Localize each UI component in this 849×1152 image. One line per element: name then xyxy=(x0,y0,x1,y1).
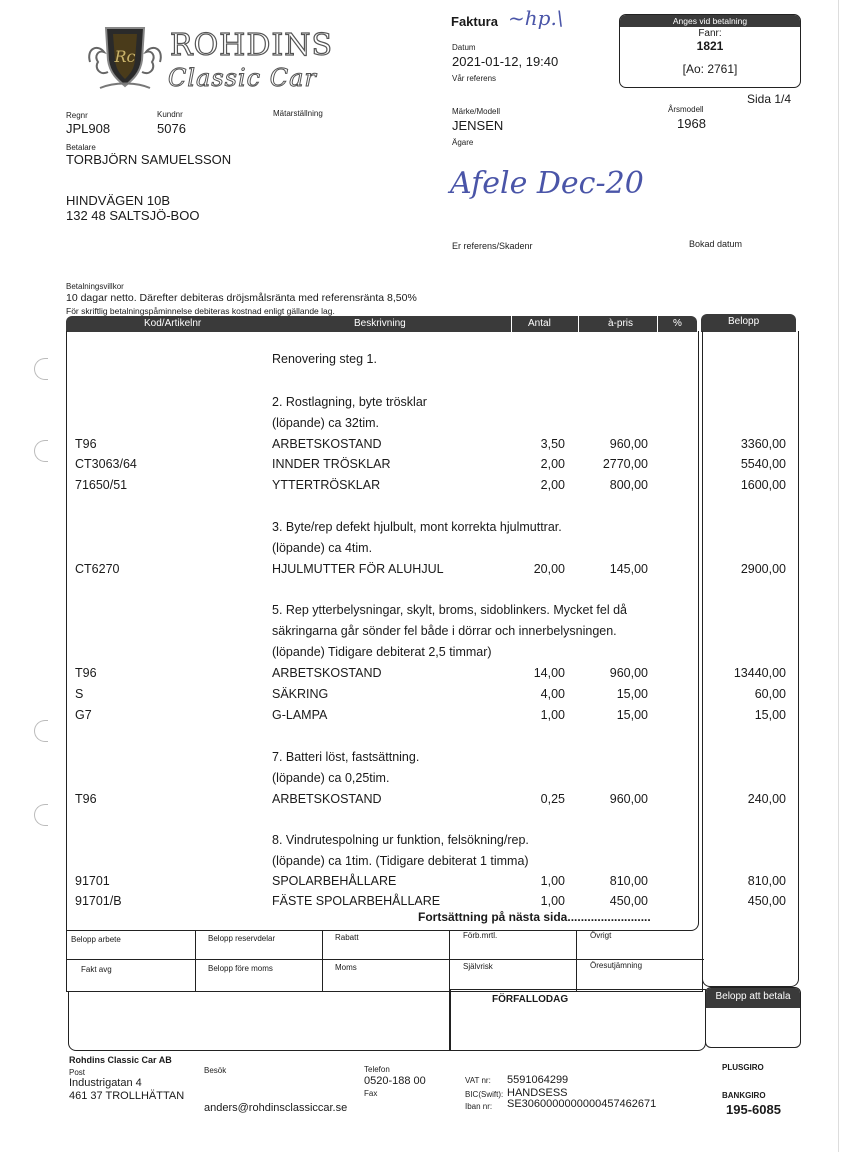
row-description: (löpande) ca 1tim. (Tidigare debiterat 1 timma) xyxy=(272,854,529,868)
invoice-title: Faktura xyxy=(451,14,498,29)
row-description: säkringarna går sönder fel både i dörrar och innerbelysningen. xyxy=(272,624,617,638)
belopp-arbete-label: Belopp arbete xyxy=(71,935,121,944)
row-belopp: 5540,00 xyxy=(740,457,786,471)
row-antal: 14,00 xyxy=(533,666,565,680)
year-value: 1968 xyxy=(677,116,706,131)
oresutjamning-label: Öresutjämning xyxy=(590,961,643,970)
handwritten-scribble: ~hp.\ xyxy=(508,6,564,30)
row-antal: 3,50 xyxy=(540,437,565,451)
footer-telefon: 0520-188 00 xyxy=(364,1075,426,1087)
er-referens-label: Er referens/Skadenr xyxy=(452,241,533,251)
row-description: FÄSTE SPOLARBEHÅLLARE xyxy=(272,894,441,908)
row-apris: 15,00 xyxy=(616,687,648,701)
kundnr-label: Kundnr xyxy=(157,110,183,119)
row-belopp: 15,00 xyxy=(754,708,786,722)
footer-iban: SE3060000000000457462671 xyxy=(507,1098,657,1110)
terms-line2: För skriftlig betalningspåminnelse debiteras kostnad enligt gällande lag. xyxy=(66,306,335,316)
row-antal: 1,00 xyxy=(540,874,565,888)
col-header-beskrivning: Beskrivning xyxy=(354,318,406,329)
punch-hole xyxy=(34,720,48,742)
row-description: ARBETSKOSTAND xyxy=(272,666,382,680)
rabatt-label: Rabatt xyxy=(335,933,359,942)
punch-hole xyxy=(34,440,48,462)
row-description: (löpande) ca 4tim. xyxy=(272,541,373,555)
row-belopp: 2900,00 xyxy=(740,562,786,576)
punch-hole xyxy=(34,804,48,826)
row-description: HJULMUTTER FÖR ALUHJUL xyxy=(272,562,444,576)
forb-mrtl-label: Förb.mrtl. xyxy=(463,931,498,940)
col-header-pct: % xyxy=(673,318,682,329)
row-description: Renovering steg 1. xyxy=(272,352,377,366)
row-description: ARBETSKOSTAND xyxy=(272,437,382,451)
logo-tagline: Classic Car xyxy=(168,64,317,92)
punch-hole xyxy=(34,358,48,380)
terms-label: Betalningsvillkor xyxy=(66,282,124,291)
table-header-bar xyxy=(66,316,697,332)
row-antal: 1,00 xyxy=(540,894,565,908)
row-belopp: 810,00 xyxy=(747,874,786,888)
sjalvrisk-label: Självrisk xyxy=(463,962,493,971)
belopp-header-bar xyxy=(701,314,796,332)
row-antal: 20,00 xyxy=(533,562,565,576)
row-kod: G7 xyxy=(75,708,92,722)
row-description: SÄKRING xyxy=(272,687,329,701)
footer-company: Rohdins Classic Car AB xyxy=(69,1055,172,1065)
row-description: (löpande) ca 0,25tim. xyxy=(272,771,390,785)
footer-bankgiro: 195-6085 xyxy=(726,1102,781,1117)
row-belopp: 13440,00 xyxy=(733,666,786,680)
row-description: YTTERTRÖSKLAR xyxy=(272,478,381,492)
logo-name: ROHDINS xyxy=(170,28,334,63)
row-antal: 4,00 xyxy=(540,687,565,701)
customer-name: TORBJÖRN SAMUELSSON xyxy=(66,152,232,167)
row-apris: 960,00 xyxy=(609,792,648,806)
row-description: 5. Rep ytterbelysningar, skylt, broms, sidoblinkers. Mycket fel då xyxy=(272,603,628,617)
bokad-datum-label: Bokad datum xyxy=(689,239,743,249)
model-label: Märke/Modell xyxy=(452,107,501,116)
row-belopp: 1600,00 xyxy=(740,478,786,492)
page-edge xyxy=(838,0,839,1152)
amount-due-label: Belopp att betala xyxy=(706,988,800,1008)
row-description: 2. Rostlagning, byte trösklar xyxy=(272,395,427,409)
row-kod: 71650/51 xyxy=(75,478,128,492)
due-date-box xyxy=(450,989,706,1051)
row-description: ARBETSKOSTAND xyxy=(272,792,382,806)
row-belopp: 60,00 xyxy=(754,687,786,701)
totals-grid xyxy=(66,930,703,992)
belopp-fore-moms-label: Belopp före moms xyxy=(208,964,273,973)
due-date-label: FÖRFALLODAG xyxy=(492,994,569,1005)
row-description: (löpande) ca 32tim. xyxy=(272,416,380,430)
row-kod: T96 xyxy=(75,666,97,680)
row-description: 3. Byte/rep defekt hjulbult, mont korrekta hjulmuttrar. xyxy=(272,520,562,534)
continued-note: Fortsättning på nästa sida......................... xyxy=(418,910,651,924)
row-kod: 91701 xyxy=(75,874,110,888)
regnr-label: Regnr xyxy=(66,111,88,120)
row-description: 7. Batteri löst, fastsättning. xyxy=(272,750,420,764)
row-apris: 2770,00 xyxy=(602,457,648,471)
row-belopp: 3360,00 xyxy=(740,437,786,451)
row-apris: 15,00 xyxy=(616,708,648,722)
row-description: G-LAMPA xyxy=(272,708,328,722)
row-kod: CT3063/64 xyxy=(75,457,137,471)
footer-plusgiro-label: PLUSGIRO xyxy=(722,1063,764,1072)
svg-text:Rc: Rc xyxy=(114,47,136,66)
row-antal: 1,00 xyxy=(540,708,565,722)
row-belopp: 240,00 xyxy=(747,792,786,806)
page-number: Sida 1/4 xyxy=(747,92,792,106)
footer-besok-label: Besök xyxy=(204,1066,227,1075)
col-header-kod: Kod/Artikelnr xyxy=(144,318,202,329)
row-apris: 145,00 xyxy=(609,562,648,576)
col-header-antal: Antal xyxy=(528,318,551,329)
belopp-column-frame xyxy=(702,331,799,987)
row-kod: T96 xyxy=(75,792,97,806)
row-apris: 450,00 xyxy=(609,894,648,908)
footer-fax-label: Fax xyxy=(364,1089,378,1098)
fanr-value: 1821 xyxy=(696,39,724,53)
var-referens-label: Vår referens xyxy=(452,74,497,83)
footer-bic-label: BIC(Swift): xyxy=(465,1090,504,1099)
footer-bankgiro-label: BANKGIRO xyxy=(722,1091,766,1100)
ovrigt-label: Övrigt xyxy=(590,931,612,940)
ao-number: [Ao: 2761] xyxy=(682,62,738,76)
footer-telefon-label: Telefon xyxy=(364,1065,390,1074)
payment-reference-box xyxy=(619,14,801,88)
row-kod: S xyxy=(75,687,84,701)
footer-email[interactable]: anders@rohdinsclassiccar.se xyxy=(204,1102,348,1114)
owner-label: Ägare xyxy=(452,138,474,147)
footer-street: Industrigatan 4 xyxy=(69,1077,142,1089)
footer-iban-label: Iban nr: xyxy=(465,1102,493,1111)
col-header-belopp: Belopp xyxy=(728,316,760,327)
regnr-value: JPL908 xyxy=(66,121,111,136)
amount-due-box xyxy=(705,987,801,1048)
invoice-date: 2021-01-12, 19:40 xyxy=(452,54,559,69)
handwritten-note: Afele Dec-20 xyxy=(450,166,644,201)
belopp-reservdelar-label: Belopp reservdelar xyxy=(208,934,276,943)
model-value: JENSEN xyxy=(452,118,504,133)
row-description: INNDER TRÖSKLAR xyxy=(272,457,391,471)
betalare-label: Betalare xyxy=(66,143,96,152)
datum-label: Datum xyxy=(452,43,476,52)
row-apris: 960,00 xyxy=(609,666,648,680)
row-antal: 2,00 xyxy=(540,478,565,492)
col-header-apris: à-pris xyxy=(608,318,634,329)
fakt-avg-label: Fakt avg xyxy=(81,965,112,974)
row-description: 8. Vindrutespolning ur funktion, felsökning/rep. xyxy=(272,833,529,847)
payment-box-header: Anges vid betalning xyxy=(620,15,800,27)
row-kod: T96 xyxy=(75,437,97,451)
row-description: SPOLARBEHÅLLARE xyxy=(272,874,397,888)
row-apris: 960,00 xyxy=(609,437,648,451)
row-description: (löpande) Tidigare debiterat 2,5 timmar) xyxy=(272,645,492,659)
row-kod: CT6270 xyxy=(75,562,120,576)
footer-vat-label: VAT nr: xyxy=(465,1076,491,1085)
row-antal: 2,00 xyxy=(540,457,565,471)
footer-city: 461 37 TROLLHÄTTAN xyxy=(69,1090,185,1102)
notes-box xyxy=(68,991,450,1051)
footer-post-label: Post xyxy=(69,1068,86,1077)
footer-bic: HANDSESS xyxy=(507,1087,568,1099)
year-label: Årsmodell xyxy=(668,105,704,114)
matarstallning-label: Mätarställning xyxy=(273,109,323,118)
fanr-label: Fanr: xyxy=(698,28,722,39)
row-belopp: 450,00 xyxy=(747,894,786,908)
moms-label: Moms xyxy=(335,963,357,972)
terms-line1: 10 dagar netto. Därefter debiteras dröjsmålsränta med referensränta 8,50% xyxy=(66,292,417,304)
row-apris: 810,00 xyxy=(609,874,648,888)
company-logo xyxy=(84,18,334,98)
kundnr-value: 5076 xyxy=(157,121,186,136)
row-apris: 800,00 xyxy=(609,478,648,492)
row-kod: 91701/B xyxy=(75,894,122,908)
customer-address-line1: HINDVÄGEN 10B xyxy=(66,193,171,208)
customer-address-line2: 132 48 SALTSJÖ-BOO xyxy=(66,208,200,223)
row-antal: 0,25 xyxy=(540,792,565,806)
footer-vat: 5591064299 xyxy=(507,1074,569,1086)
